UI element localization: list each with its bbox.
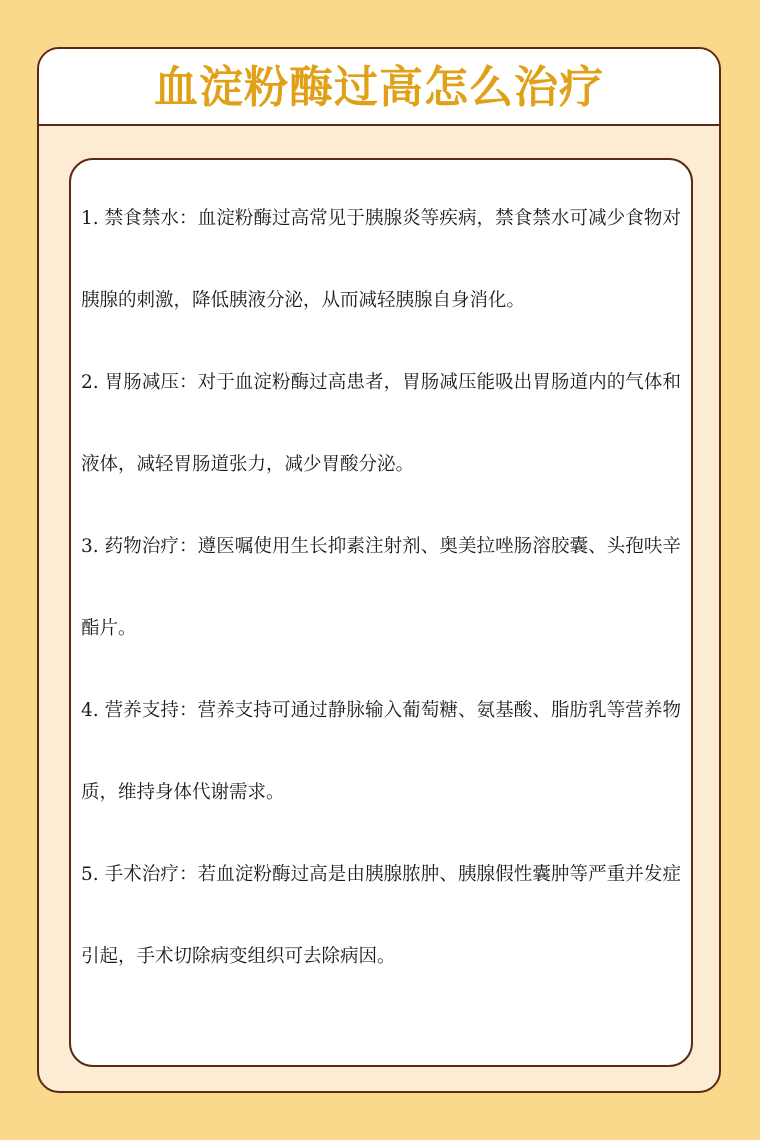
title-bar bbox=[39, 49, 719, 126]
item-number: 4. bbox=[81, 700, 105, 721]
item-number: 3. bbox=[81, 536, 105, 557]
page-title: 血淀粉酶过高怎么治疗 bbox=[154, 61, 604, 113]
item-text: 药物治疗：遵医嘱使用生长抑素注射剂、奥美拉唑肠溶胶囊、头孢呋辛酯片。 bbox=[81, 536, 681, 639]
list-item-4 bbox=[81, 670, 681, 834]
item-text: 禁食禁水：血淀粉酶过高常见于胰腺炎等疾病，禁食禁水可减少食物对胰腺的刺激，降低胰液分泌，从而减轻胰腺自身消化。 bbox=[81, 208, 681, 311]
item-text: 营养支持：营养支持可通过静脉输入葡萄糖、氨基酸、脂肪乳等营养物质，维持身体代谢需求。 bbox=[81, 700, 681, 803]
outer-card bbox=[37, 47, 721, 1093]
list-item-5 bbox=[81, 834, 681, 998]
item-number: 5. bbox=[81, 864, 105, 885]
item-number: 2. bbox=[81, 372, 105, 393]
item-number: 1. bbox=[81, 208, 105, 229]
item-text: 胃肠减压：对于血淀粉酶过高患者，胃肠减压能吸出胃肠道内的气体和液体，减轻胃肠道张力，减少胃酸分泌。 bbox=[81, 372, 681, 475]
list-item-2 bbox=[81, 342, 681, 506]
item-text: 手术治疗：若血淀粉酶过高是由胰腺脓肿、胰腺假性囊肿等严重并发症引起，手术切除病变组织可去除病因。 bbox=[81, 864, 681, 967]
list-item-1 bbox=[81, 178, 681, 342]
content-card bbox=[69, 158, 693, 1067]
list-item-3 bbox=[81, 506, 681, 670]
